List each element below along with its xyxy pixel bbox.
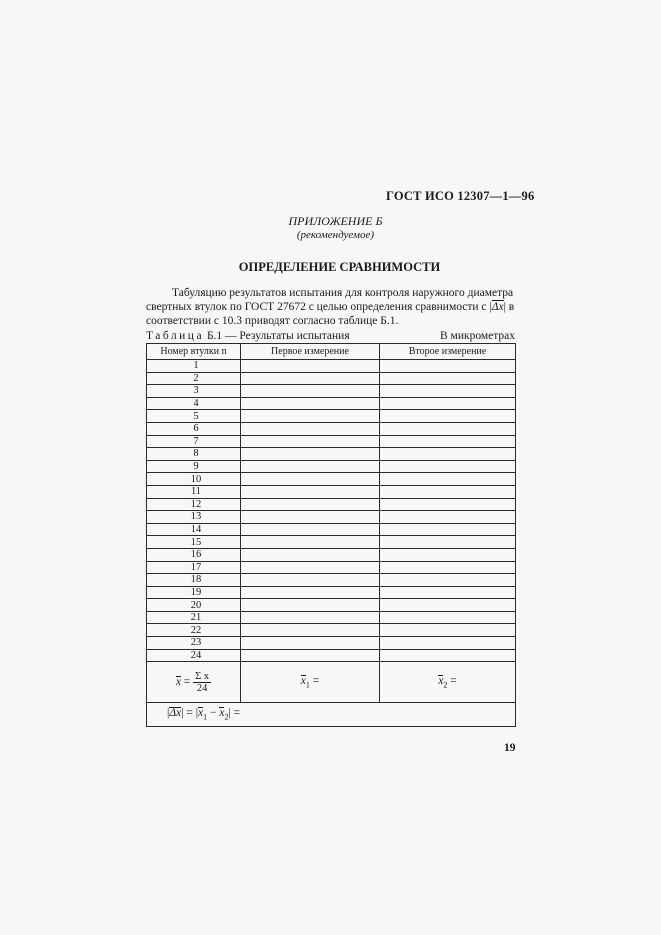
table-row [147, 460, 516, 473]
document-header: ГОСТ ИСО 12307—1—96 [386, 189, 535, 203]
sleeve-number-cell: 6 [147, 422, 241, 435]
first-measurement-cell [241, 523, 380, 536]
mean-formula [147, 662, 241, 703]
second-measurement-cell [380, 397, 516, 410]
fraction-numerator: Σ x [195, 670, 210, 682]
sleeve-number-cell: 11 [147, 485, 241, 498]
table-row [147, 435, 516, 448]
x2-mean-cell [380, 662, 516, 703]
table-row [147, 473, 516, 486]
first-measurement-cell [241, 574, 380, 587]
x1-symbol: x [300, 674, 306, 687]
second-measurement-cell [380, 460, 516, 473]
table-row [147, 410, 516, 423]
first-measurement-cell [241, 599, 380, 612]
first-measurement-cell [241, 372, 380, 385]
table-row [147, 649, 516, 662]
second-measurement-cell [380, 448, 516, 461]
difference-row [147, 703, 516, 727]
sleeve-number-cell: 23 [147, 637, 241, 650]
sleeve-number-cell: 5 [147, 410, 241, 423]
difference-formula [147, 703, 516, 727]
second-measurement-cell [380, 385, 516, 398]
first-measurement-cell [241, 435, 380, 448]
header-first-measurement: Первое измерение [241, 344, 380, 360]
second-measurement-cell [380, 523, 516, 536]
table-row [147, 523, 516, 536]
sleeve-number-cell: 18 [147, 574, 241, 587]
first-measurement-cell [241, 422, 380, 435]
table-header-row [147, 344, 516, 360]
second-measurement-cell [380, 548, 516, 561]
diff-mid: | = | [181, 707, 199, 720]
table-row [147, 397, 516, 410]
table-row [147, 422, 516, 435]
second-measurement-cell [380, 473, 516, 486]
table-row [147, 574, 516, 587]
second-measurement-cell [380, 372, 516, 385]
sleeve-number-cell: 4 [147, 397, 241, 410]
second-measurement-cell [380, 498, 516, 511]
paragraph-line-2-end: | в [503, 301, 515, 313]
sleeve-number-cell: 17 [147, 561, 241, 574]
table-row [147, 448, 516, 461]
table-row [147, 624, 516, 637]
second-measurement-cell [380, 360, 516, 373]
x2-symbol: x [438, 674, 444, 687]
paragraph-line-2-text: свертных втулок по ГОСТ 27672 с целью определения сравнимости с | [146, 301, 492, 313]
sleeve-number-cell: 14 [147, 523, 241, 536]
table-caption-label: Таблица [146, 330, 205, 342]
paragraph-line-1: Табуляцию результатов испытания для контроля наружного диаметра [172, 287, 514, 299]
second-measurement-cell [380, 649, 516, 662]
header-second-measurement: Второе измерение [380, 344, 516, 360]
table-row [147, 586, 516, 599]
table-row [147, 599, 516, 612]
first-measurement-cell [241, 611, 380, 624]
table-row [147, 485, 516, 498]
table-row [147, 511, 516, 524]
mean-row [147, 662, 516, 703]
first-measurement-cell [241, 586, 380, 599]
table-caption-title: Б.1 — Результаты испытания [204, 330, 350, 342]
first-measurement-cell [241, 397, 380, 410]
diff-bar-right: | = [228, 707, 241, 720]
diff-delta: Δx [169, 707, 182, 720]
sleeve-number-cell: 12 [147, 498, 241, 511]
appendix-title: ПРИЛОЖЕНИЕ Б [288, 214, 383, 228]
sleeve-number-cell: 19 [147, 586, 241, 599]
table-row [147, 385, 516, 398]
sleeve-number-cell: 2 [147, 372, 241, 385]
sleeve-number-cell: 8 [147, 448, 241, 461]
diff-x1: x [198, 707, 204, 720]
first-measurement-cell [241, 637, 380, 650]
sleeve-number-cell: 13 [147, 511, 241, 524]
second-measurement-cell [380, 586, 516, 599]
first-measurement-cell [241, 548, 380, 561]
table-row [147, 536, 516, 549]
first-measurement-cell [241, 511, 380, 524]
diff-x2: x [219, 707, 225, 720]
table-row [147, 360, 516, 373]
first-measurement-cell [241, 649, 380, 662]
diff-x1-sub: 1 [203, 712, 208, 722]
sleeve-number-cell: 9 [147, 460, 241, 473]
second-measurement-cell [380, 624, 516, 637]
sleeve-number-cell: 22 [147, 624, 241, 637]
sleeve-number-cell: 7 [147, 435, 241, 448]
table-row [147, 498, 516, 511]
first-measurement-cell [241, 410, 380, 423]
mean-eq: = [183, 675, 191, 688]
sleeve-number-cell: 20 [147, 599, 241, 612]
diff-minus: − [207, 707, 220, 720]
second-measurement-cell [380, 435, 516, 448]
first-measurement-cell [241, 473, 380, 486]
first-measurement-cell [241, 498, 380, 511]
table-row [147, 611, 516, 624]
first-measurement-cell [241, 624, 380, 637]
second-measurement-cell [380, 422, 516, 435]
second-measurement-cell [380, 637, 516, 650]
second-measurement-cell [380, 611, 516, 624]
sleeve-number-cell: 24 [147, 649, 241, 662]
table-row [147, 548, 516, 561]
diff-x2-sub: 2 [224, 712, 229, 722]
fraction-denominator: 24 [196, 682, 208, 694]
first-measurement-cell [241, 536, 380, 549]
results-table [146, 343, 516, 727]
table-row [147, 372, 516, 385]
table-units: В микрометрах [440, 330, 515, 342]
second-measurement-cell [380, 599, 516, 612]
sleeve-number-cell: 1 [147, 360, 241, 373]
paragraph-line-2 [146, 300, 515, 315]
sleeve-number-cell: 15 [147, 536, 241, 549]
second-measurement-cell [380, 410, 516, 423]
x1-mean-cell [241, 662, 380, 703]
table-row [147, 637, 516, 650]
first-measurement-cell [241, 385, 380, 398]
header-sleeve-number: Номер втулки n [147, 344, 241, 360]
sleeve-number-cell: 21 [147, 611, 241, 624]
second-measurement-cell [380, 561, 516, 574]
page-number: 19 [504, 742, 516, 754]
first-measurement-cell [241, 360, 380, 373]
first-measurement-cell [241, 448, 380, 461]
second-measurement-cell [380, 574, 516, 587]
diff-bar-left: | [167, 707, 170, 720]
appendix-subtitle: (рекомендуемое) [296, 229, 375, 241]
second-measurement-cell [380, 536, 516, 549]
second-measurement-cell [380, 511, 516, 524]
sleeve-number-cell: 10 [147, 473, 241, 486]
table-row [147, 561, 516, 574]
section-title: ОПРЕДЕЛЕНИЕ СРАВНИМОСТИ [238, 260, 441, 274]
mean-fraction [193, 671, 211, 694]
x2-eq: = [450, 674, 457, 687]
first-measurement-cell [241, 460, 380, 473]
x2-subscript: 2 [443, 679, 448, 689]
first-measurement-cell [241, 561, 380, 574]
mean-symbol: x [175, 675, 181, 688]
x1-eq: = [312, 674, 320, 687]
paragraph-line-3: соответствии с 10.3 приводят согласно таблице Б.1. [146, 315, 399, 327]
sleeve-number-cell: 3 [147, 385, 241, 398]
delta-x-symbol: Δx [491, 301, 504, 313]
x1-subscript: 1 [305, 679, 310, 689]
first-measurement-cell [241, 485, 380, 498]
sleeve-number-cell: 16 [147, 548, 241, 561]
second-measurement-cell [380, 485, 516, 498]
table-caption [146, 330, 350, 342]
